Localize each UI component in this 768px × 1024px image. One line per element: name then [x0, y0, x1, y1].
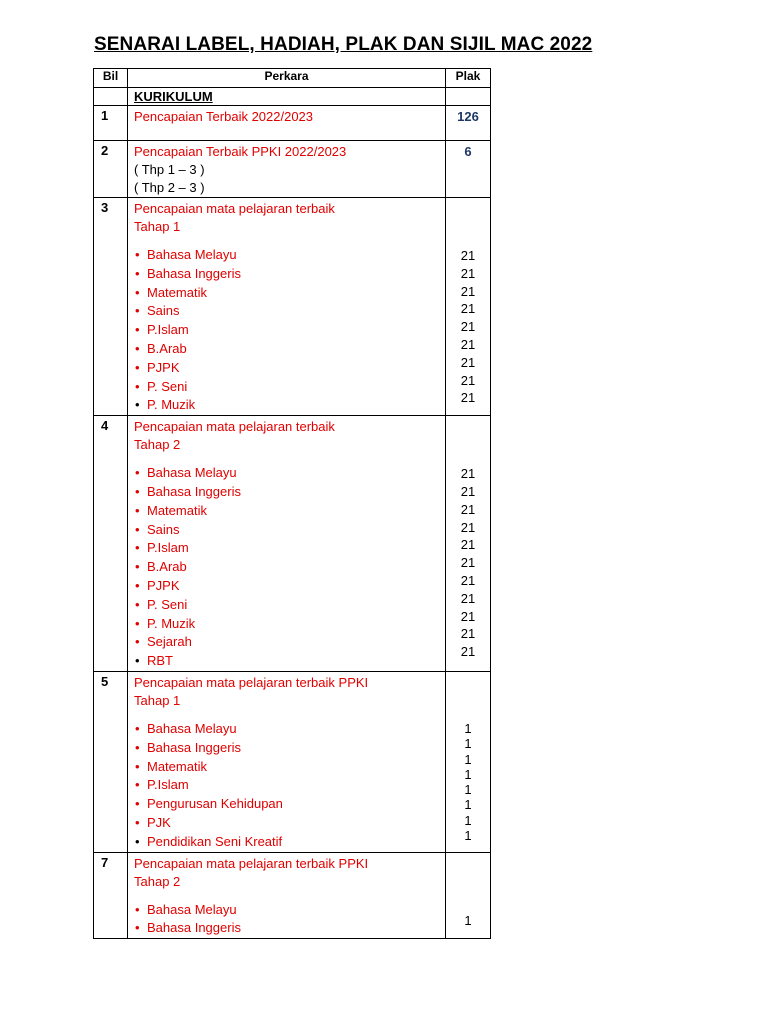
row-tahap: Tahap 2 — [134, 437, 181, 453]
plak-value: 1 — [464, 751, 472, 767]
plak-value: 21 — [460, 555, 476, 571]
table-row — [94, 106, 491, 141]
list-item: • Pengurusan Kehidupan — [147, 795, 445, 814]
row-title: Pencapaian Terbaik 2022/2023 — [134, 109, 314, 124]
list-item: • Sains — [147, 302, 445, 321]
list-item: • PJPK — [147, 359, 445, 378]
subject-list — [134, 464, 445, 671]
list-item: • P. Seni — [147, 378, 445, 397]
subject-list — [134, 720, 445, 852]
plak-value: 21 — [460, 572, 476, 588]
plak-value: 6 — [464, 144, 472, 159]
table-row — [94, 671, 491, 852]
row-title: Pencapaian Terbaik PPKI 2022/2023 — [134, 144, 347, 159]
plak-value: 21 — [460, 319, 476, 335]
row-subtitle: ( Thp 1 – 3 ) — [134, 162, 205, 177]
row-number: 3 — [94, 198, 128, 416]
plak-value: 21 — [460, 519, 476, 535]
plak-value: 1 — [464, 812, 472, 828]
list-item: • B.Arab — [147, 340, 445, 359]
plak-value: 21 — [460, 390, 476, 406]
plak-column — [446, 913, 490, 928]
subject-list — [134, 901, 445, 939]
plak-column — [446, 247, 490, 407]
list-item: • P.Islam — [147, 776, 445, 795]
plak-value: 21 — [460, 626, 476, 642]
list-item: • Matematik — [147, 758, 445, 777]
list-item: • P.Islam — [147, 321, 445, 340]
list-item: • P.Islam — [147, 539, 445, 558]
row-number: 4 — [94, 416, 128, 672]
list-item: • Bahasa Inggeris — [147, 919, 445, 938]
row-tahap: Tahap 1 — [134, 219, 181, 234]
plak-value: 21 — [460, 608, 476, 624]
list-item: • Bahasa Melayu — [147, 464, 445, 483]
row-tahap: Tahap 2 — [134, 873, 181, 889]
plak-value: 1 — [464, 720, 472, 736]
plak-value: 1 — [464, 782, 472, 798]
plak-value: 1 — [464, 766, 472, 782]
row-number: 2 — [94, 141, 128, 198]
list-item: • Matematik — [147, 502, 445, 521]
list-item: • P. Muzik — [147, 615, 445, 634]
list-item: • Bahasa Melayu — [147, 901, 445, 920]
plak-column — [446, 721, 490, 843]
plak-value: 21 — [460, 501, 476, 517]
list-item: • Pendidikan Seni Kreatif — [147, 833, 445, 852]
row-subtitle: ( Thp 2 – 3 ) — [134, 180, 205, 195]
plak-value: 1 — [464, 736, 472, 752]
list-item: • P. Seni — [147, 596, 445, 615]
list-item: • Sejarah — [147, 633, 445, 652]
plak-value: 1 — [464, 797, 472, 813]
table-row — [94, 416, 491, 672]
plak-value: 21 — [460, 283, 476, 299]
plak-value: 21 — [460, 590, 476, 606]
plak-value: 21 — [460, 372, 476, 388]
row-number: 1 — [94, 106, 128, 141]
plak-value: 21 — [460, 644, 476, 660]
list-item: • Sains — [147, 521, 445, 540]
plak-value: 21 — [460, 483, 476, 499]
list-item: • Matematik — [147, 284, 445, 303]
list-item: • Bahasa Melayu — [147, 246, 445, 265]
list-item: • Bahasa Melayu — [147, 720, 445, 739]
header-plak: Plak — [446, 69, 491, 88]
plak-value: 21 — [460, 354, 476, 370]
plak-value: 1 — [464, 828, 472, 844]
plak-value: 1 — [464, 912, 472, 928]
section-row — [94, 88, 491, 106]
table-row — [94, 198, 491, 416]
row-title: Pencapaian mata pelajaran terbaik — [134, 201, 335, 216]
subject-list — [134, 246, 445, 415]
plak-value: 21 — [460, 466, 476, 482]
section-label: KURIKULUM — [134, 89, 213, 104]
row-number: 5 — [94, 671, 128, 852]
list-item: • Bahasa Inggeris — [147, 265, 445, 284]
plak-value: 126 — [457, 109, 479, 124]
row-title: Pencapaian mata pelajaran terbaik PPKI — [134, 674, 369, 690]
plak-value: 21 — [460, 336, 476, 352]
row-number: 7 — [94, 852, 128, 939]
row-tahap: Tahap 1 — [134, 692, 181, 708]
plak-value: 21 — [460, 265, 476, 281]
table-row — [94, 141, 491, 198]
table-header-row — [94, 69, 491, 88]
list-item: • Bahasa Inggeris — [147, 739, 445, 758]
header-bil: Bil — [94, 69, 128, 88]
plak-value: 21 — [460, 301, 476, 317]
page-title: SENARAI LABEL, HADIAH, PLAK DAN SIJIL MAC 2022 — [94, 34, 593, 55]
list-item: • P. Muzik — [147, 396, 445, 415]
list-item: • PJPK — [147, 577, 445, 596]
header-perkara: Perkara — [128, 69, 446, 88]
row-title: Pencapaian mata pelajaran terbaik PPKI — [134, 855, 369, 871]
plak-value: 21 — [460, 537, 476, 553]
row-title: Pencapaian mata pelajaran terbaik — [134, 419, 335, 435]
plak-column — [446, 465, 490, 661]
award-table — [93, 68, 491, 939]
plak-value: 21 — [460, 248, 476, 263]
list-item: • B.Arab — [147, 558, 445, 577]
list-item: • RBT — [147, 652, 445, 671]
list-item: • PJK — [147, 814, 445, 833]
list-item: • Bahasa Inggeris — [147, 483, 445, 502]
table-row — [94, 852, 491, 939]
